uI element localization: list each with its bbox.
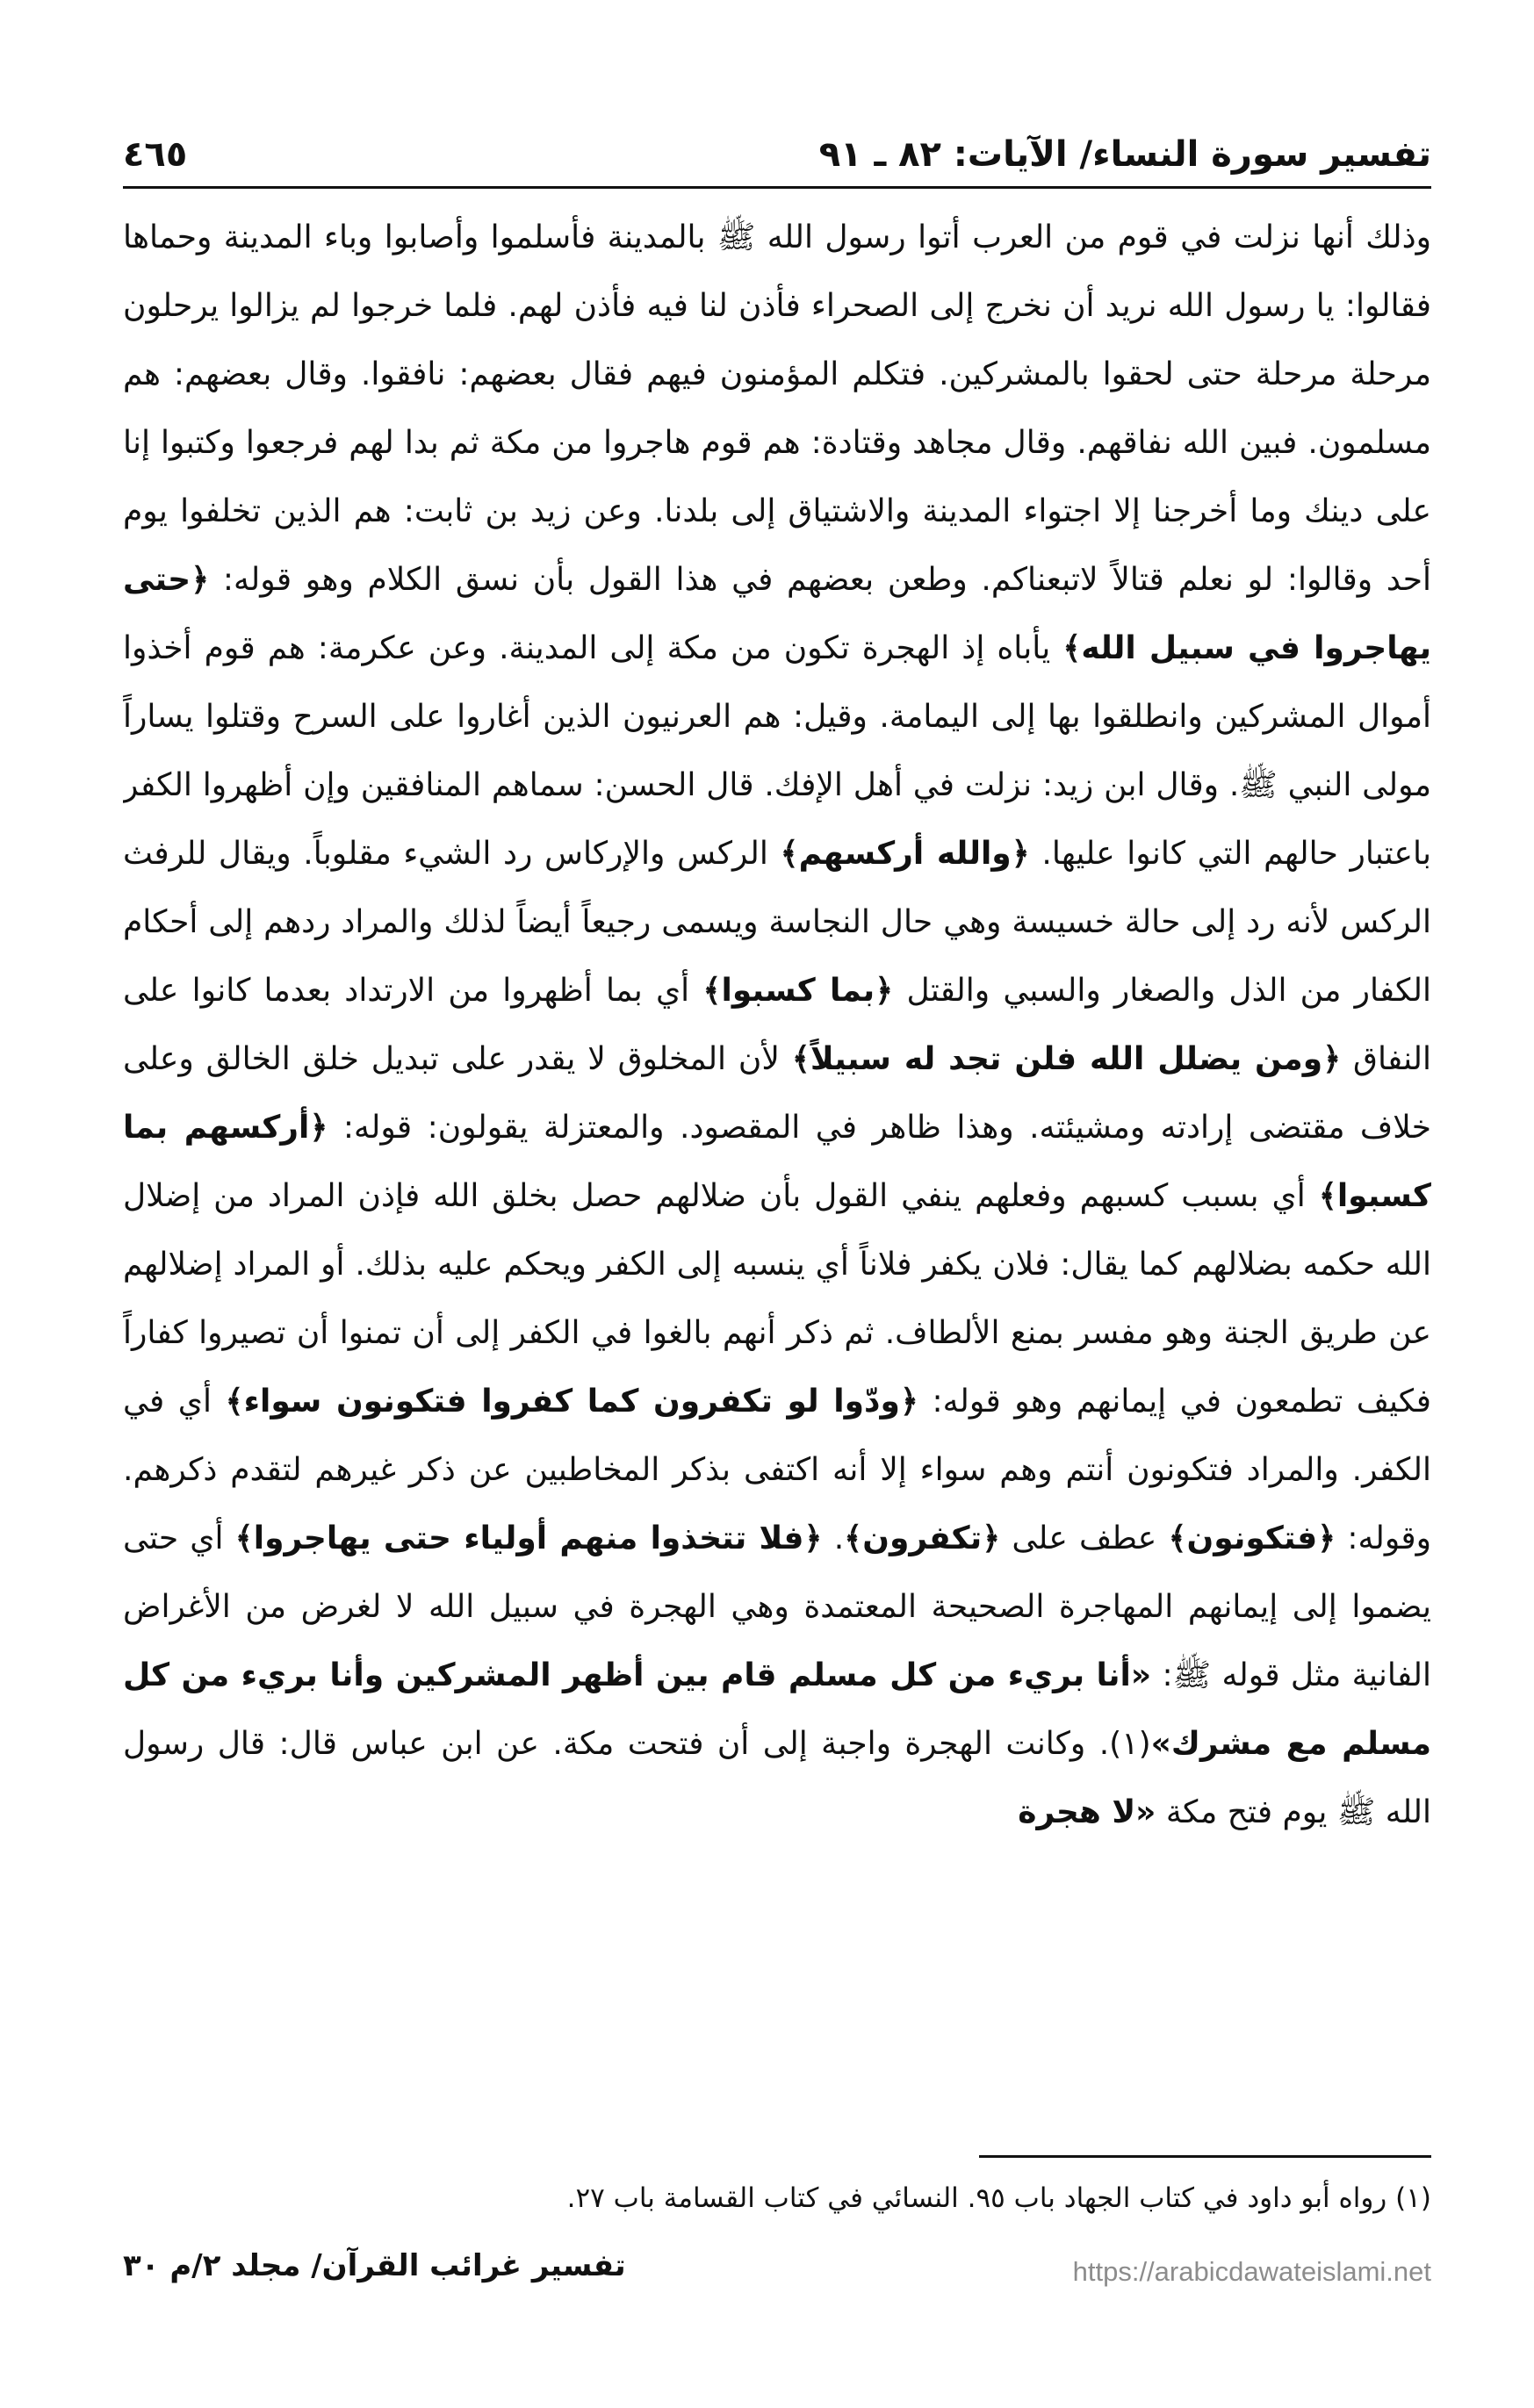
hadith-quote: «أنا بريء من كل مسلم قام بين أظهر المشركين وأنا بريء من كل مسلم مع مشرك» — [123, 1657, 1431, 1762]
footnote: (١) رواه أبو داود في كتاب الجهاد باب ٩٥. النسائي في كتاب القسامة باب ٢٧. — [566, 2182, 1431, 2214]
hadith-quote: «لا هجرة — [1018, 1794, 1156, 1830]
text-segment: عطف على — [1012, 1520, 1157, 1556]
text-segment: . — [833, 1520, 845, 1556]
page-number: ٤٦٥ — [123, 134, 188, 175]
header-rule — [123, 186, 1431, 189]
footer-signature: تفسير غرائب القرآن/ مجلد ٢/م ٣٠ — [123, 2248, 626, 2283]
text-segment: لأن المخلوق لا يقدر على تبديل خلق الخالق وعلى خلاف مقتضى إرادته ومشيئته. وهذا ظاهر في المقصود. والمعتزلة يقولون: قوله: — [123, 1041, 1431, 1146]
text-segment: (١). وكانت الهجرة واجبة إلى أن فتحت مكة. عن ابن عباس قال: قال رسول الله ﷺ يوم فتح مكة — [123, 1726, 1431, 1830]
text-segment: وذلك أنها نزلت في قوم من العرب أتوا رسول الله ﷺ بالمدينة فأسلموا وأصابوا وباء المدينة وحماها فقالوا: يا رسول الله نريد أن نخرج إلى الصحراء فأذن لنا فيه فأذن لهم. فلما خرجوا لم يزالوا يرحلون مرحلة مرحلة حتى لحقوا بالمشركين. فتكلم المؤمنون فيهم فقال بعضهم: نافقوا. وقال بعضهم: هم مسلمون. فبين الله نفاقهم. وقال مجاهد وقتادة: هم قوم هاجروا من مكة ثم بدا لهم فرجعوا وكتبوا إنا على دينك وما أخرجنا إلا اجتواء المدينة والاشتياق إلى بلدنا. وعن زيد بن ثابت: هم الذين تخلفوا يوم أحد وقالوا: لو نعلم قتالاً لاتبعناكم. وطعن بعضهم في هذا القول بأن نسق الكلام وهو قوله: — [123, 219, 1431, 598]
text-segment: أي في الكفر. والمراد فتكونون أنتم وهم سواء إلا أنه اكتفى بذكر المخاطبين عن ذكر غيرهم لتقدم ذكرهم. وقوله: — [123, 1384, 1431, 1556]
text-segment: أي بما أظهروا من الارتداد بعدما كانوا على النفاق — [123, 973, 1431, 1077]
quran-quote: ﴿ودّوا لو تكفرون كما كفروا فتكونون سواء﴾ — [225, 1384, 918, 1420]
quran-quote: ﴿بما كسبوا﴾ — [702, 973, 894, 1009]
website-watermark: https://arabicdawateislami.net — [1072, 2256, 1431, 2287]
quran-quote: ﴿أركسهم بما كسبوا﴾ — [123, 1110, 1431, 1214]
text-segment: الركس والإركاس رد الشيء مقلوباً. ويقال للرفث الركس لأنه رد إلى حالة خسيسة وهي حال النجاسة ويسمى رجيعاً أيضاً لذلك والمراد ردهم إلى أحكام الكفار من الذل والصغار والسبي والقتل — [123, 836, 1431, 1009]
text-segment: يأباه إذ الهجرة تكون من مكة إلى المدينة. وعن عكرمة: هم قوم أخذوا أموال المشركين وانطلقوا بها إلى اليمامة. وقيل: هم العرنيون الذين أغاروا على السرح وقتلوا يساراً مولى النبي ﷺ. وقال ابن زيد: نزلت في أهل الإفك. قال الحسن: سماهم المنافقين وإن أظهروا الكفر باعتبار حالهم التي كانوا عليها. — [123, 630, 1431, 872]
quran-quote: ﴿فتكونون﴾ — [1168, 1520, 1336, 1556]
quran-quote: ﴿فلا تتخذوا منهم أولياء حتى يهاجروا﴾ — [234, 1520, 823, 1556]
quran-quote: ﴿والله أركسهم﴾ — [780, 836, 1030, 872]
quran-quote: ﴿حتى يهاجروا في سبيل الله﴾ — [123, 562, 1431, 666]
main-text — [123, 204, 1431, 2065]
running-title: تفسير سورة النساء/ الآيات: ٨٢ ـ ٩١ — [818, 134, 1431, 175]
body-paragraph — [123, 204, 1431, 1847]
page-header — [123, 130, 1431, 200]
footnote-rule — [979, 2155, 1431, 2158]
text-segment: أي بسبب كسبهم وفعلهم ينفي القول بأن ضلالهم حصل بخلق الله فإذن المراد من إضلال الله حكمه بضلالهم كما يقال: فلان يكفر فلاناً أي ينسبه إلى الكفر ويحكم عليه بذلك. أو المراد إضلالهم عن طريق الجنة وهو مفسر بمنع الألطاف. ثم ذكر أنهم بالغوا في الكفر إلى أن تمنوا أن تصيروا كفاراً فكيف تطمعون في إيمانهم وهو قوله: — [123, 1178, 1431, 1420]
text-segment: أي حتى يضموا إلى إيمانهم المهاجرة الصحيحة المعتمدة وهي الهجرة في سبيل الله لا لغرض من الأغراض الفانية مثل قوله ﷺ: — [123, 1520, 1431, 1693]
quran-quote: ﴿ومن يضلل الله فلن تجد له سبيلاً﴾ — [791, 1041, 1342, 1077]
quran-quote: ﴿تكفرون﴾ — [844, 1520, 1001, 1556]
